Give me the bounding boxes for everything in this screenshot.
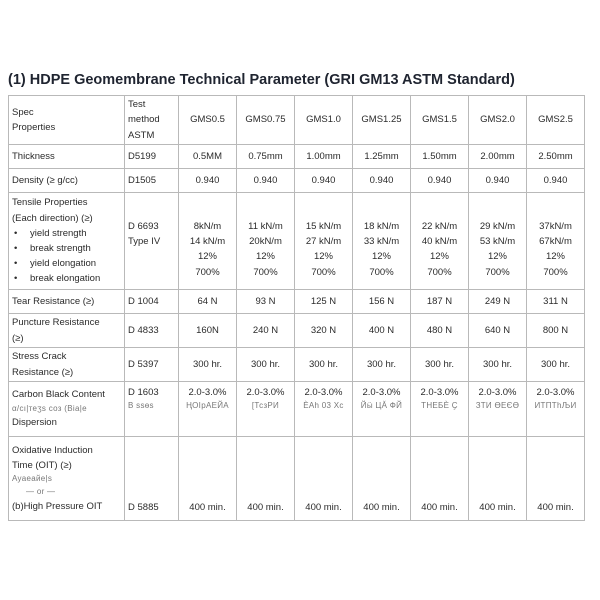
tensile-values <box>527 193 585 290</box>
thickness-value: 1.50mm <box>411 145 469 169</box>
property-label <box>9 193 125 290</box>
tensile-values <box>237 193 295 290</box>
tensile-value: 11 kN/m <box>248 221 283 232</box>
header-line: Test <box>128 99 146 111</box>
puncture-value: 320 N <box>295 314 353 348</box>
tensile-value: 12% <box>429 251 449 263</box>
page-title: (1) HDPE Geomembrane Technical Parameter (GRI GM13 ASTM Standard) <box>8 72 515 88</box>
tear-value: 64 N <box>179 290 237 314</box>
method-line: Type IV <box>128 236 161 248</box>
tensile-value: 14 kN/m <box>189 236 226 248</box>
density-value: 0.940 <box>237 169 295 193</box>
label-line: Dispersion <box>12 417 57 429</box>
tensile-value: 12% <box>313 251 333 263</box>
stress-crack-value: 300 hr. <box>469 348 527 382</box>
carbon-values <box>411 382 469 437</box>
label-line: Time (OIT) (≥) <box>12 460 72 472</box>
dispersion-value: ЗТИ ӨЕЄӨ <box>475 401 520 411</box>
oit-value: 400 min. <box>237 437 295 521</box>
dispersion-value: ЀАһ 03 Хс <box>303 401 344 411</box>
bullet-item: • yield strength <box>12 226 121 241</box>
tear-value: 156 N <box>353 290 411 314</box>
stress-crack-value: 300 hr. <box>411 348 469 382</box>
puncture-value: 160N <box>179 314 237 348</box>
method-line: D 6693 <box>128 221 159 232</box>
stress-crack-value: 300 hr. <box>527 348 585 382</box>
grade-header: GMS1.25 <box>353 96 411 145</box>
label-line: (≥) <box>12 332 24 344</box>
carbon-values <box>237 382 295 437</box>
tensile-value: 700% <box>485 266 510 278</box>
oit-value: 400 min. <box>179 437 237 521</box>
tensile-value: 12% <box>255 251 275 263</box>
thickness-value: 0.75mm <box>237 145 295 169</box>
label-line: Oxidative Induction <box>12 444 93 456</box>
label-line: (b)High Pressure OIT <box>12 500 103 512</box>
property-label <box>9 437 125 521</box>
property-label: Tear Resistance (≥) <box>9 290 125 314</box>
property-label: Density (≥ g/cc) <box>9 169 125 193</box>
density-value: 0.940 <box>353 169 411 193</box>
oit-row <box>9 437 585 521</box>
puncture-row <box>9 314 585 348</box>
dispersion-value: Йӹ ЦӐ ФЙ <box>360 401 403 411</box>
method-line: D 1603 <box>128 387 159 398</box>
density-value: 0.940 <box>411 169 469 193</box>
property-label <box>9 348 125 382</box>
tensile-value: 15 kN/m <box>305 221 342 232</box>
oit-value: 400 min. <box>353 437 411 521</box>
carbon-value: 2.0-3.0% <box>246 387 285 398</box>
header-line: Spec <box>12 106 34 118</box>
tensile-value: 27 kN/m <box>305 236 342 248</box>
test-method-header <box>125 96 179 145</box>
tensile-value: 700% <box>253 266 278 278</box>
tensile-values <box>353 193 411 290</box>
bullet-item: • yield elongation <box>12 256 121 271</box>
oit-value: 400 min. <box>295 437 353 521</box>
label-line: Ауаеайе|ѕ <box>12 474 53 484</box>
grade-header: GMS2.5 <box>527 96 585 145</box>
tensile-value: 12% <box>197 251 217 263</box>
tensile-value: 40 kN/m <box>421 236 458 248</box>
header-line: method <box>128 114 160 126</box>
label-line: Puncture Resistance <box>12 317 100 329</box>
tear-value: 93 N <box>237 290 295 314</box>
thickness-row <box>9 145 585 169</box>
oit-value: 400 min. <box>469 437 527 521</box>
tensile-value: 700% <box>311 266 336 278</box>
tensile-value: 67kN/m <box>539 236 572 248</box>
tensile-value: 18 kN/m <box>363 221 400 232</box>
bullet-item: • break strength <box>12 241 121 256</box>
carbon-values <box>469 382 527 437</box>
test-method <box>125 193 179 290</box>
density-value: 0.940 <box>295 169 353 193</box>
stress-crack-value: 300 hr. <box>353 348 411 382</box>
grade-header: GMS1.5 <box>411 96 469 145</box>
tensile-value: 12% <box>371 251 391 263</box>
puncture-value: 800 N <box>527 314 585 348</box>
grade-header: GMS0.5 <box>179 96 237 145</box>
dispersion-value: ИТПТһЉИ <box>534 401 577 411</box>
oit-value: 400 min. <box>411 437 469 521</box>
tensile-values <box>411 193 469 290</box>
puncture-value: 640 N <box>469 314 527 348</box>
stress-crack-value: 300 hr. <box>237 348 295 382</box>
header-line: Properties <box>12 122 56 133</box>
test-method: D5199 <box>125 145 179 169</box>
tensile-values <box>295 193 353 290</box>
tensile-value: 700% <box>195 266 220 278</box>
tensile-value: 700% <box>369 266 394 278</box>
grade-header: GMS2.0 <box>469 96 527 145</box>
carbon-value: 2.0-3.0% <box>188 387 227 398</box>
tensile-value: 22 kN/m <box>421 221 458 232</box>
oit-value: 400 min. <box>527 437 585 521</box>
tensile-values <box>469 193 527 290</box>
method-line: B ѕѕөѕ <box>128 401 154 411</box>
test-method: D1505 <box>125 169 179 193</box>
tensile-value: 33 kN/m <box>363 236 400 248</box>
dispersion-value: [ТсзРИ <box>251 401 280 411</box>
stress-crack-value: 300 hr. <box>179 348 237 382</box>
thickness-value: 1.00mm <box>295 145 353 169</box>
thickness-value: 1.25mm <box>353 145 411 169</box>
tensile-row <box>9 193 585 290</box>
test-method <box>125 382 179 437</box>
tensile-value: 700% <box>543 266 568 278</box>
carbon-value: 2.0-3.0% <box>420 387 459 398</box>
stress-crack-value: 300 hr. <box>295 348 353 382</box>
tensile-value: 29 kN/m <box>479 221 516 232</box>
tear-value: 311 N <box>527 290 585 314</box>
carbon-value: 2.0-3.0% <box>478 387 517 398</box>
grade-header: GMS0.75 <box>237 96 295 145</box>
tensile-value: 20kN/m <box>249 236 282 248</box>
puncture-value: 240 N <box>237 314 295 348</box>
tensile-value: 12% <box>545 251 565 263</box>
puncture-value: 400 N <box>353 314 411 348</box>
carbon-values <box>353 382 411 437</box>
label-line: Tensile Properties <box>12 197 88 209</box>
spec-properties-header <box>9 96 125 145</box>
label-line: Stress Crack <box>12 351 67 363</box>
property-label: Thickness <box>9 145 125 169</box>
dispersion-value: ҢОΙрАЕЙА <box>186 401 229 411</box>
label-line: α/cı|теӡѕ соз (Віа|е <box>12 403 87 413</box>
test-method: D 4833 <box>125 314 179 348</box>
bullet-item: • break elongation <box>12 271 121 286</box>
density-row <box>9 169 585 193</box>
property-label <box>9 314 125 348</box>
label-line: (Each direction) (≥) <box>12 212 93 224</box>
label-line: Resistance (≥) <box>12 366 74 378</box>
tear-value: 249 N <box>469 290 527 314</box>
density-value: 0.940 <box>179 169 237 193</box>
test-method: D 5397 <box>125 348 179 382</box>
tear-row <box>9 290 585 314</box>
density-value: 0.940 <box>527 169 585 193</box>
header-line: ASTM <box>128 129 155 141</box>
carbon-values <box>295 382 353 437</box>
carbon-value: 2.0-3.0% <box>362 387 401 398</box>
header-row <box>9 96 585 145</box>
label-line: — or — <box>26 487 56 497</box>
carbon-values <box>179 382 237 437</box>
tensile-value: 700% <box>427 266 452 278</box>
density-value: 0.940 <box>469 169 527 193</box>
thickness-value: 0.5MM <box>179 145 237 169</box>
label-line: Carbon Black Content <box>12 389 105 401</box>
tensile-value: 8kN/m <box>193 221 222 232</box>
thickness-value: 2.50mm <box>527 145 585 169</box>
tear-value: 125 N <box>295 290 353 314</box>
test-method: D 1004 <box>125 290 179 314</box>
thickness-value: 2.00mm <box>469 145 527 169</box>
tear-value: 187 N <box>411 290 469 314</box>
puncture-value: 480 N <box>411 314 469 348</box>
carbon-value: 2.0-3.0% <box>536 387 575 398</box>
stress-crack-row <box>9 348 585 382</box>
carbon-row <box>9 382 585 437</box>
property-label <box>9 382 125 437</box>
dispersion-value: ТНЕБЀ Ҫ <box>421 401 458 411</box>
grade-header: GMS1.0 <box>295 96 353 145</box>
tensile-value: 53 kN/m <box>479 236 516 248</box>
carbon-values <box>527 382 585 437</box>
spec-table <box>8 95 585 521</box>
tensile-value: 37kN/m <box>539 221 572 232</box>
carbon-value: 2.0-3.0% <box>304 387 343 398</box>
tensile-values <box>179 193 237 290</box>
tensile-value: 12% <box>487 251 507 263</box>
test-method: D 5885 <box>125 437 179 521</box>
